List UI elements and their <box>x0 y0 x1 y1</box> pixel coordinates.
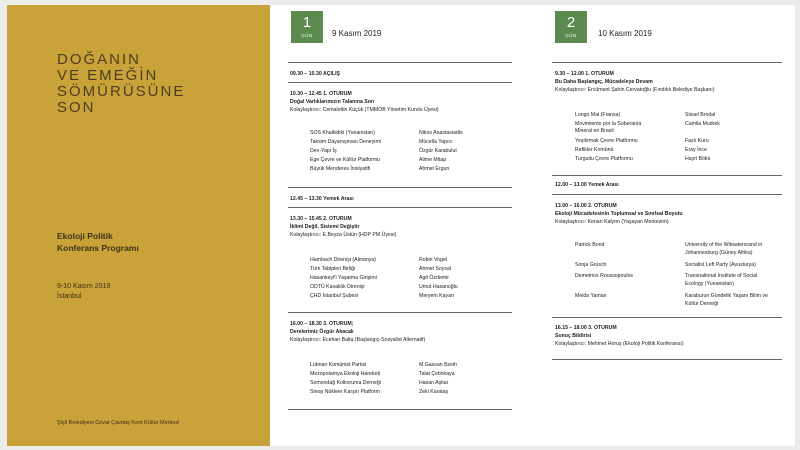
speaker-name: Demetrios Roussopoulos <box>575 273 633 279</box>
divider <box>288 409 512 410</box>
speaker-org: Yeşilırmak Çevre Platformu <box>575 138 638 144</box>
speaker-affiliation: Johannesburg (Güney Afrika) <box>685 250 753 256</box>
cover-title <box>57 52 185 116</box>
speaker-name: Eray İnce <box>685 147 707 153</box>
program-title <box>57 230 139 254</box>
speaker-affiliation: Ecology (Yunanistan) <box>685 281 735 287</box>
day-label: GÜN <box>301 33 313 38</box>
cover-title-line: DOĞANIN <box>57 51 142 68</box>
speaker-name: Camila Mudrek <box>685 121 720 127</box>
day-number: 2 <box>566 14 576 31</box>
speaker-name: Agit Özdemir <box>419 275 449 281</box>
speaker-affiliation: University of the Witwatersrand in <box>685 242 763 248</box>
opening-time: 09.30 – 10.30 AÇILIŞ <box>290 71 340 77</box>
speaker-org: Türk Tabipleri Birliği <box>310 266 356 272</box>
speaker-affiliation: Transnational Institute of Social <box>685 273 758 279</box>
day2-date: 10 Kasım 2019 <box>598 29 652 38</box>
speaker-name: Melda Yaman <box>575 293 607 299</box>
speaker-org: Somondağ Kolkoruma Derneği <box>310 380 381 386</box>
divider <box>288 187 512 188</box>
divider <box>552 359 782 360</box>
speaker-org: Hasankeyf'i Yaşatma Girişimi <box>310 275 377 281</box>
event-city: İstanbul <box>57 293 82 300</box>
divider <box>288 82 512 83</box>
speaker-name: Alime Mitap <box>419 157 447 163</box>
speaker-name: Hasan Aşkar <box>419 380 449 386</box>
speaker-org: Refikler Komünü <box>575 147 614 153</box>
divider <box>288 207 512 208</box>
day1-badge <box>291 11 323 43</box>
divider <box>288 312 512 313</box>
speaker-affiliation: Socialist Left Party (Avusturya) <box>685 262 756 268</box>
session-time: 16.15 – 18.00 3. OTURUM <box>555 325 617 331</box>
speaker-org: Büyük Menderes İnisiyatifi <box>310 166 371 172</box>
event-date-range: 9-10 Kasım 2019 <box>57 283 111 290</box>
program-title-line: Ekoloji Politik <box>57 231 113 241</box>
lunch-break: 12.00 – 13.00 Yemek Arası <box>555 182 619 188</box>
speaker-name: M.Gassan Bzeih <box>419 362 458 368</box>
speaker-name: Ahmet Ergun <box>419 166 450 172</box>
program-page <box>270 5 795 446</box>
session-title: Doğal Varlıklarımızın Talanına Son <box>290 99 375 105</box>
speaker-name: Zeki Karataş <box>419 389 449 395</box>
session-title: Ekoloji Mücadelesinin Toplumsal ve Sınıfsal Boyutu <box>555 211 683 217</box>
day-label: GÜN <box>565 33 577 38</box>
speaker-name: Sissel Brodal <box>685 112 716 118</box>
session-moderator: Kolaylaştırıcı: Ecehan Balta (Başlangıç-Sosyalist Alternatif) <box>290 337 426 343</box>
session-moderator: Kolaylaştırıcı: Kenan Kalyon (Yaşayan Merkezim) <box>555 219 669 225</box>
session-moderator: Kolaylaştırıcı: E.Beyza Üstün (HDP PM Üyesi) <box>290 232 397 238</box>
speaker-org: Lübnan Komünist Partisi <box>310 362 367 368</box>
cover-title-line: SÖMÜRÜSÜNE <box>57 83 186 100</box>
speaker-org: SOS Khalkidiki (Yunanistan) <box>310 130 375 136</box>
speaker-affiliation: Karaburun Gündelik Yaşam Bilim ve <box>685 293 768 299</box>
divider <box>552 317 782 318</box>
session-time: 9.30 – 12.00 1. OTURUM <box>555 71 614 77</box>
speaker-name: Ahmet Soysal <box>419 266 452 272</box>
cover-title-line: SON <box>57 99 96 116</box>
session-title: Sonuç Bildirisi <box>555 333 592 339</box>
cover-panel <box>7 5 270 446</box>
divider <box>552 194 782 195</box>
speaker-name: Mücella Yapıcı <box>419 139 453 145</box>
speaker-name: Özgür Karabulut <box>419 148 457 154</box>
speaker-org: ÇHD İstanbul Şubesi <box>310 293 359 299</box>
day2-badge <box>555 11 587 43</box>
speaker-name: Talat Çetinkaya <box>419 371 455 377</box>
divider <box>552 175 782 176</box>
speaker-org: Sinop Nükleer Karşıtı Platform <box>310 389 380 395</box>
day-number: 1 <box>302 14 312 31</box>
speaker-org: Turgutlu Çevre Platformu <box>575 156 633 162</box>
speaker-org: Movimiento por la Soberanía <box>575 121 642 127</box>
session-title: Bu Daha Başlangıç, Mücadeleye Devam <box>555 79 653 85</box>
speaker-org: Hambach Direnişi (Almanya) <box>310 257 377 263</box>
cover-title-line: VE EMEĞİN <box>57 67 159 84</box>
session-time: 13.30 – 15.45 2. OTURUM <box>290 216 352 222</box>
session-title: Derelerimiz Özgür Akacak <box>290 329 354 335</box>
speaker-name: Meryem Kayan <box>419 293 454 299</box>
speaker-name: Sonja Grusch <box>575 262 607 268</box>
program-title-line: Konferans Programı <box>57 243 139 253</box>
speaker-name: Nikos Anastasiadis <box>419 130 463 136</box>
event-dates <box>57 282 110 302</box>
speaker-org: Mineral en Brasil <box>575 128 614 134</box>
session-moderator: Kolaylaştırıcı: Cemalettin Küçük (TMMOB Yönetim Kurulu Üyesi) <box>290 107 439 113</box>
speaker-name: Fazlı Kuru <box>685 138 709 144</box>
speaker-affiliation: Kültür Derneği <box>685 301 719 307</box>
speaker-name: Robin Vogel <box>419 257 447 263</box>
day1-date: 9 Kasım 2019 <box>332 29 382 38</box>
speaker-name: Patrick Bond <box>575 242 605 248</box>
session-time: 13.00 – 16.00 2. OTURUM <box>555 203 617 209</box>
speaker-org: Ege Çevre ve Kültür Platformu <box>310 157 381 163</box>
speaker-name: Hayri Bökü <box>685 156 711 162</box>
speaker-org: ODTÜ Kavaklık Direnişi <box>310 284 365 290</box>
speaker-name: Umut Hasanoğlu <box>419 284 458 290</box>
speaker-org: Taksim Dayanışması Deneyimi <box>310 139 381 145</box>
session-title: İklimi Değil, Sistemi Değiştir <box>290 224 360 230</box>
speaker-org: Longo Mai (Fransa) <box>575 112 621 118</box>
session-time: 10.30 – 12.45 1. OTURUM <box>290 91 352 97</box>
session-time: 16.00 – 18.30 3. OTURUM; <box>290 321 354 327</box>
session-moderator: Kolaylaştırıcı: Ercüment Şahin Cervatoğlu (Fındıklı Belediye Başkanı) <box>555 87 715 93</box>
speaker-org: Dev-Yapı İş <box>310 148 337 154</box>
lunch-break: 12.45 – 13.30 Yemek Arası <box>290 196 354 202</box>
divider <box>552 62 782 63</box>
event-venue: Şişli Belediyesi Cevat Çavdaş Kent Kültür Merkezi <box>57 420 180 426</box>
session-moderator: Kolaylaştırıcı: Mehmet Horuş (Ekoloji Politik Konferansı) <box>555 341 684 347</box>
speaker-org: Mezopotamya Ekoloji Hareketi <box>310 371 381 377</box>
divider <box>288 62 512 63</box>
